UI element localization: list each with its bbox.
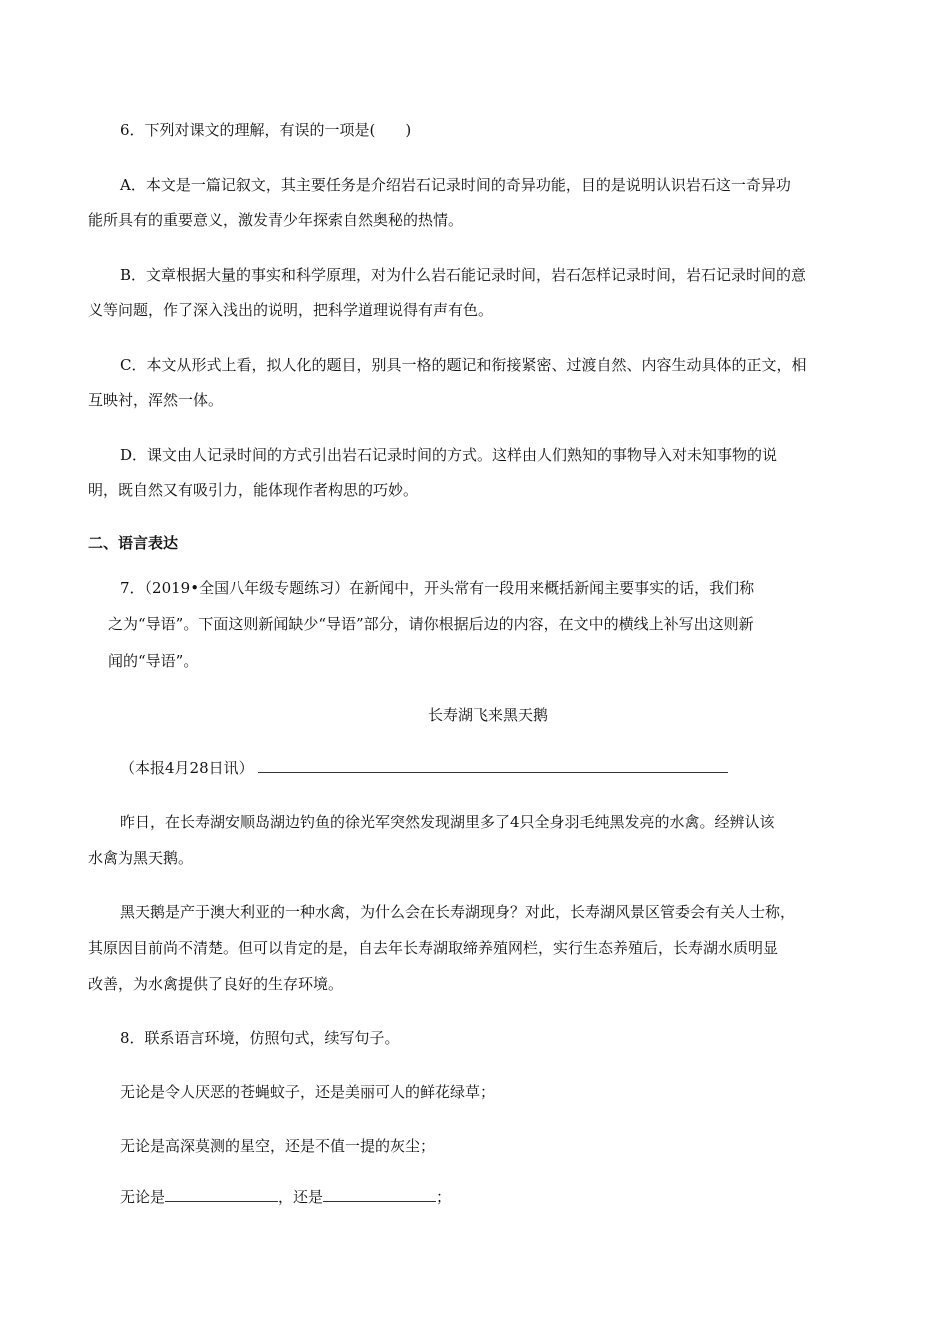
q8-sentence2: 无论是高深莫测的星空，还是不值一提的灰尘； [120,1137,436,1155]
q6-option-a-line2: 能所具有的重要意义，激发青少年探索自然奥秘的热情。 [88,211,464,229]
q8-sentence3 [120,1187,451,1207]
q7-stem-line1: 7．（2019•全国八年级专题练习）在新闻中，开头常有一段用来概括新闻主要事实的话，我们称 [120,579,755,597]
q8-stem: 8．联系语言环境，仿照句式，续写句子。 [120,1029,400,1047]
q8-sentence3-part2: ，还是 [278,1188,324,1206]
lead-answer-blank[interactable] [258,758,728,773]
section-heading: 二、语言表达 [88,534,179,552]
news-paragraph2-line2: 其原因目前尚不清楚。但可以肯定的是，自去年长寿湖取缔养殖网栏，实行生态养殖后，长寿湖水质明显 [88,939,779,957]
q8-sentence1: 无论是令人厌恶的苍蝇蚊子，还是美丽可人的鲜花绿草； [120,1083,496,1101]
news-title: 长寿湖飞来黑天鹅 [428,706,549,724]
q6-option-c-line1: C．本文从形式上看，拟人化的题目，别具一格的题记和衔接紧密、过渡自然、内容生动具体的正文，相 [120,356,807,374]
news-paragraph2-line1: 黑天鹅是产于澳大利亚的一种水禽，为什么会在长寿湖现身？对此，长寿湖风景区管委会有关人士称， [120,903,796,921]
news-dateline-text: （本报4月28日讯） [120,759,254,777]
news-paragraph2-line3: 改善，为水禽提供了良好的生存环境。 [88,975,344,993]
q6-option-b-line1: B．文章根据大量的事实和科学原理，对为什么岩石能记录时间，岩石怎样记录时间，岩石记录时间的意 [120,266,807,284]
q6-option-c-line2: 互映衬，浑然一体。 [88,391,224,409]
q6-option-a-line1: A．本文是一篇记叙文，其主要任务是介绍岩石记录时间的奇异功能，目的是说明认识岩石这一奇异功 [120,176,791,194]
news-paragraph1-line1: 昨日，在长寿湖安顺岛湖边钓鱼的徐光军突然发现湖里多了4只全身羽毛纯黑发亮的水禽。经辨认该 [120,813,775,831]
q8-answer-blank-1[interactable] [165,1187,278,1202]
q8-sentence3-part3: ； [436,1188,452,1206]
news-dateline [120,758,728,778]
q7-stem-line2: 之为“导语”。下面这则新闻缺少“导语”部分，请你根据后边的内容，在文中的横线上补写出这则新 [108,615,754,633]
q8-sentence3-part1: 无论是 [120,1188,166,1206]
q7-stem-line3: 闻的“导语”。 [108,652,199,670]
q6-option-b-line2: 义等问题，作了深入浅出的说明，把科学道理说得有声有色。 [88,301,494,319]
q6-stem: 6．下列对课文的理解，有误的一项是( ) [120,121,412,139]
q6-option-d-line2: 明，既自然又有吸引力，能体现作者构思的巧妙。 [88,481,419,499]
q6-option-d-line1: D．课文由人记录时间的方式引出岩石记录时间的方式。这样由人们熟知的事物导入对未知事物的说 [120,446,778,464]
news-paragraph1-line2: 水禽为黑天鹅。 [88,849,194,867]
q8-answer-blank-2[interactable] [323,1187,436,1202]
